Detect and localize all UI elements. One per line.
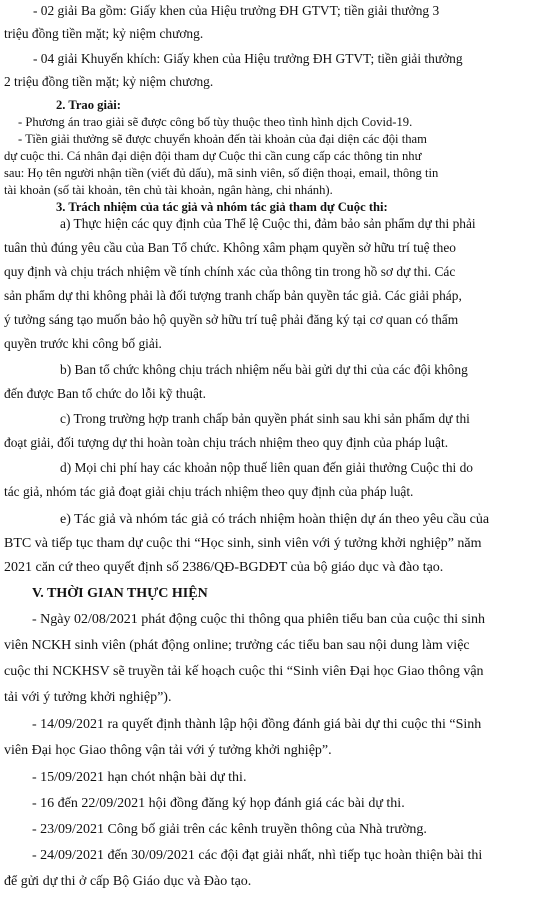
paragraph-line: d) Mọi chi phí hay các khoản nộp thuế liên quan đến giải thưởng Cuộc thi do xyxy=(60,460,473,475)
section-heading-trach-nhiem: 3. Trách nhiệm của tác giả và nhóm tác giả tham dự Cuộc thi: xyxy=(56,200,388,214)
paragraph-line: c) Trong trường hợp tranh chấp bản quyền phát sinh sau khi sản phẩm dự thi xyxy=(60,411,470,426)
paragraph-line: tuân thủ đúng yêu cầu của Ban Tổ chức. Không xâm phạm quyền sở hữu trí tuệ theo xyxy=(4,240,456,255)
paragraph-line: đến được Ban tổ chức do lỗi kỹ thuật. xyxy=(4,386,206,401)
paragraph-line: quyền trước khi công bố giải. xyxy=(4,336,162,351)
timeline-line: viên Đại học Giao thông vận tải với ý tưởng khởi nghiệp”. xyxy=(4,743,332,758)
award-third-line: triệu đồng tiền mặt; kỷ niệm chương. xyxy=(4,26,204,41)
award-encourage-line: 2 triệu đồng tiền mặt; kỷ niệm chương. xyxy=(4,74,214,89)
section-heading-thoi-gian: V. THỜI GIAN THỰC HIỆN xyxy=(32,586,208,601)
paragraph-line: đoạt giải, đối tượng dự thi hoàn toàn chịu trách nhiệm theo quy định của pháp luật. xyxy=(4,435,449,450)
paragraph-line: tác giả, nhóm tác giả đoạt giải chịu trách nhiệm theo quy định của pháp luật. xyxy=(4,484,414,499)
timeline-line: tải với ý tưởng khởi nghiệp”). xyxy=(4,690,172,705)
paragraph-line: BTC và tiếp tục tham dự cuộc thi “Học sinh, sinh viên với ý tưởng khởi nghiệp” năm xyxy=(4,536,482,551)
paragraph-line: - Tiền giải thưởng sẽ được chuyển khoản đến tài khoản của đại diện các đội tham xyxy=(18,132,427,146)
paragraph-line: sau: Họ tên người nhận tiền (viết đủ dấu), mã sinh viên, số điện thoại, email, thông tin xyxy=(4,166,439,180)
paragraph-line: 2021 căn cứ theo quyết định số 2386/QĐ-BGDĐT của bộ giáo dục và đào tạo. xyxy=(4,560,444,575)
timeline-line: - 24/09/2021 đến 30/09/2021 các đội đạt giải nhất, nhì tiếp tục hoàn thiện bài thi xyxy=(32,848,483,863)
section-heading-trao-giai: 2. Trao giải: xyxy=(56,98,121,112)
paragraph-line: a) Thực hiện các quy định của Thể lệ Cuộc thi, đảm bảo sản phẩm dự thi phải xyxy=(60,216,476,231)
paragraph-line: tài khoản (số tài khoản, tên chủ tài khoản, ngân hàng, chi nhánh). xyxy=(4,183,333,197)
paragraph-line: quy định và chịu trách nhiệm về tính chính xác của thông tin trong hồ sơ dự thi. Các xyxy=(4,264,456,279)
paragraph-line: - Phương án trao giải sẽ được công bố tùy thuộc theo tình hình dịch Covid-19. xyxy=(18,115,413,129)
timeline-line: - 14/09/2021 ra quyết định thành lập hội đồng đánh giá bài dự thi cuộc thi “Sinh xyxy=(32,717,482,732)
paragraph-line: ý tưởng sáng tạo muốn bảo hộ quyền sở hữu trí tuệ phải đăng ký tại cơ quan có thẩm xyxy=(4,312,459,327)
award-encourage-line: - 04 giải Khuyến khích: Giấy khen của Hiệu trưởng ĐH GTVT; tiền giải thưởng xyxy=(33,51,463,66)
paragraph-line: sản phẩm dự thi không phải là đối tượng tranh chấp bản quyền tác giả. Các giải pháp, xyxy=(4,288,462,303)
timeline-line: - 23/09/2021 Công bố giải trên các kênh truyền thông của Nhà trường. xyxy=(32,822,427,837)
timeline-line: - 15/09/2021 hạn chót nhận bài dự thi. xyxy=(32,770,247,785)
timeline-line: - 16 đến 22/09/2021 hội đồng đăng ký họp đánh giá các bài dự thi. xyxy=(32,796,405,811)
paragraph-line: dự cuộc thi. Cá nhân đại diện đội tham dự Cuộc thi cần cung cấp các thông tin như xyxy=(4,149,422,163)
award-third-line: - 02 giải Ba gồm: Giấy khen của Hiệu trưởng ĐH GTVT; tiền giải thưởng 3 xyxy=(33,3,440,18)
paragraph-line: b) Ban tổ chức không chịu trách nhiệm nếu bài gửi dự thi của các đội không xyxy=(60,362,468,377)
timeline-line: cuộc thi NCKHSV sẽ truyền tải kế hoạch cuộc thi “Sinh viên Đại học Giao thông vận xyxy=(4,664,484,679)
timeline-line: - Ngày 02/08/2021 phát động cuộc thi thông qua phiên tiểu ban của cuộc thi sinh xyxy=(32,612,485,627)
timeline-line: để gửi dự thi ở cấp Bộ Giáo dục và Đào tạo. xyxy=(4,874,252,889)
timeline-line: viên NCKH sinh viên (phát động online; trưởng các tiểu ban sau nội dung làm việc xyxy=(4,638,470,653)
paragraph-line: e) Tác giả và nhóm tác giả có trách nhiệm hoàn thiện dự án theo yêu cầu của xyxy=(60,512,490,527)
